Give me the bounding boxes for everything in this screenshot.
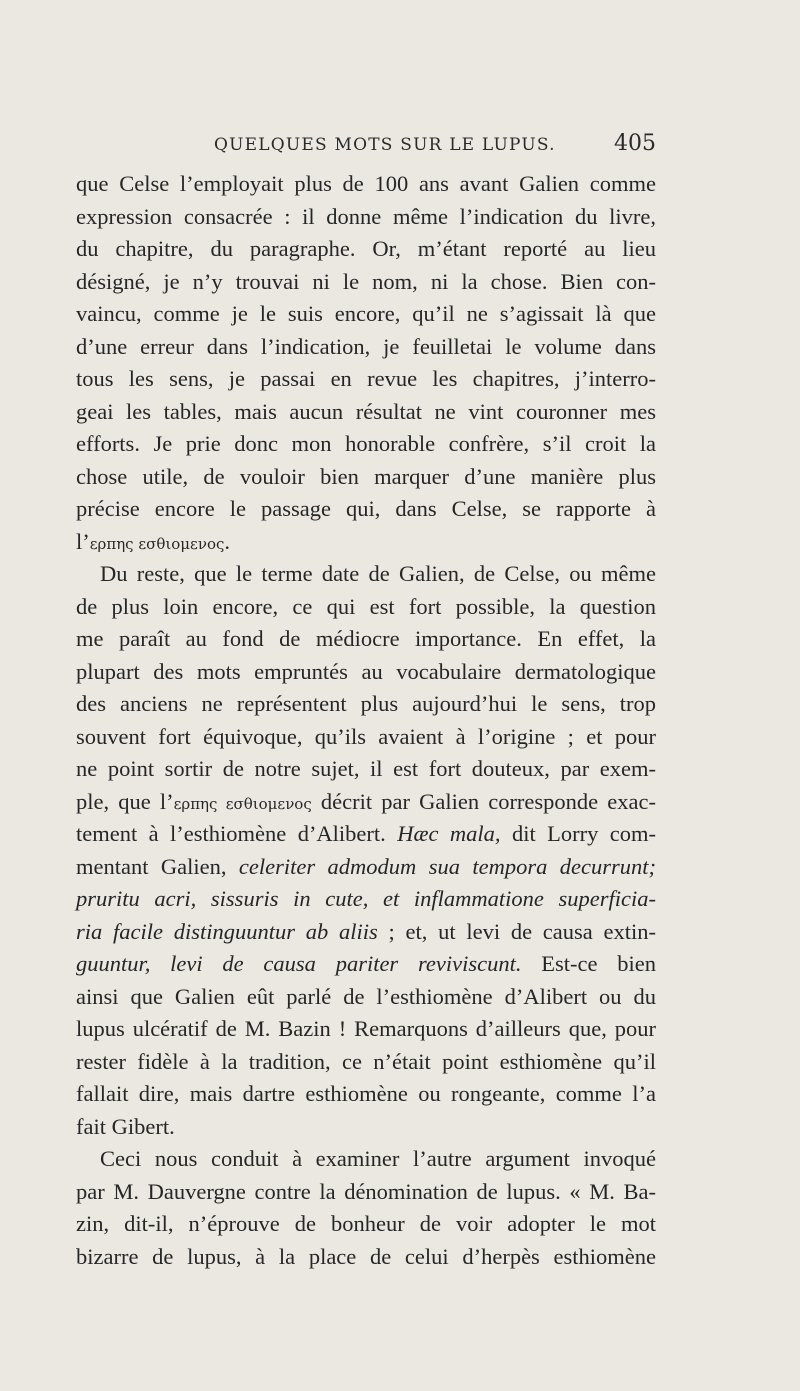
- text-line: désigné, je n’y trouvai ni le nom, ni la chose. Bien con-: [76, 268, 656, 294]
- latin-quote: guuntur, levi de causa pariter reviviscunt.: [76, 951, 522, 976]
- text-line: souvent fort équivoque, qu’ils avaient à l’origine ; et pour: [76, 723, 656, 749]
- text-line-italic: [76, 851, 656, 884]
- running-head: [76, 131, 656, 161]
- text-line-italic: [76, 948, 656, 981]
- text-line: du chapitre, du paragraphe. Or, m’étant reporté au lieu: [76, 236, 656, 261]
- text-line: geai les tables, mais aucun résultat ne vint couronner mes: [76, 398, 656, 424]
- page-number: 405: [614, 131, 656, 156]
- line-suffix: ; et, ut levi de causa extin-: [377, 918, 656, 944]
- line-suffix: décrit par Galien corresponde exac-: [311, 788, 656, 814]
- text-line: fallait dire, mais dartre esthiomène ou rongeante, comme l’a: [76, 1081, 656, 1106]
- text-line: de plus loin encore, ce qui est fort possible, la question: [76, 593, 656, 619]
- text-line-italic: [76, 883, 656, 916]
- latin-quote: Hæc mala,: [397, 821, 501, 846]
- greek-term: ερπης εσθιομενος: [89, 534, 225, 553]
- paragraph-start-line: Ceci nous conduit à examiner l’autre argument invoqué: [100, 1146, 656, 1171]
- text-line: expression consacrée : il donne même l’indication du livre,: [76, 203, 656, 229]
- paragraph-start-line: Du reste, que le terme date de Galien, de Celse, ou même: [100, 561, 656, 586]
- line-prefix: ple, que l’: [76, 788, 174, 814]
- text-line: tous les sens, je passai en revue les chapitres, j’interro-: [76, 366, 656, 391]
- latin-quote: ria facile distinguuntur ab aliis: [76, 918, 378, 944]
- text-line-greek: [76, 786, 656, 819]
- text-line: rester fidèle à la tradition, ce n’était point esthiomène qu’il: [76, 1048, 656, 1074]
- text-line-italic: [76, 818, 656, 851]
- text-line: plupart des mots empruntés au vocabulaire dermatologique: [76, 658, 656, 684]
- text-line: efforts. Je prie donc mon honorable confrère, s’il croit la: [76, 431, 656, 456]
- line-suffix: .: [224, 528, 231, 554]
- line-suffix: dit Lorry com-: [500, 821, 656, 846]
- latin-quote: celeriter admodum sua tempora decurrunt;: [238, 853, 656, 879]
- latin-quote: pruritu acri, sissuris in cute, et inflammatione superficia-: [76, 886, 656, 911]
- text-line-greek: [76, 526, 656, 559]
- text-line: chose utile, de vouloir bien marquer d’une manière plus: [76, 463, 656, 489]
- text-line: ainsi que Galien eût parlé de l’esthiomène d’Alibert ou du: [76, 983, 656, 1009]
- text-line: que Celse l’employait plus de 100 ans avant Galien comme: [76, 171, 656, 196]
- greek-term: ερπης εσθιομενος: [173, 794, 312, 813]
- text-line: bizarre de lupus, à la place de celui d’herpès esthiomène: [76, 1243, 656, 1269]
- running-title: QUELQUES MOTS SUR LE LUPUS.: [214, 135, 556, 155]
- body-text: [76, 168, 656, 1273]
- text-line: par M. Dauvergne contre la dénomination de lupus. « M. Ba-: [76, 1178, 656, 1204]
- text-line: lupus ulcératif de M. Bazin ! Remarquons d’ailleurs que, pour: [76, 1016, 656, 1041]
- text-line: vaincu, comme je le suis encore, qu’il ne s’agissait là que: [76, 301, 656, 326]
- text-line: précise encore le passage qui, dans Celse, se rapporte à: [76, 496, 656, 521]
- text-line: des anciens ne représentent plus aujourd’hui le sens, trop: [76, 691, 656, 716]
- text-line: ne point sortir de notre sujet, il est fort douteux, par exem-: [76, 756, 656, 781]
- text-line: d’une erreur dans l’indication, je feuilletai le volume dans: [76, 333, 656, 359]
- line-prefix: tement à l’esthiomène d’Alibert.: [76, 821, 398, 846]
- line-prefix: mentant Galien,: [76, 853, 239, 879]
- line-prefix: l’: [76, 528, 90, 554]
- line-suffix: Est-ce bien: [521, 951, 656, 976]
- text-line: zin, dit-il, n’éprouve de bonheur de voir adopter le mot: [76, 1211, 656, 1236]
- text-line: fait Gibert.: [76, 1113, 175, 1139]
- text-line: me paraît au fond de médiocre importance. En effet, la: [76, 626, 656, 651]
- text-line-italic: [76, 916, 656, 949]
